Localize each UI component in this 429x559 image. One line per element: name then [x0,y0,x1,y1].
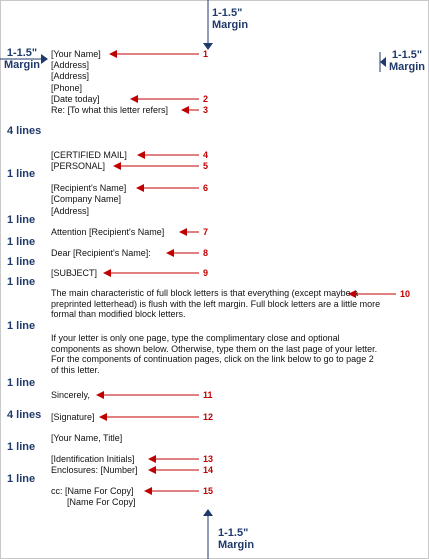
complimentary-close: Sincerely, [51,390,90,400]
signature-line: [Signature] [51,412,95,422]
spacing-4-lines: 4 lines [7,125,42,137]
personal-notation: [PERSONAL] [51,161,106,171]
attention-line: Attention [Recipient's Name] [51,227,165,237]
identification-initials: [Identification Initials] [51,454,135,464]
body-paragraph: If your letter is only one page, type the complimentary close and optional components as shown below. Otherwise, type them on the last page of your letter. For the components of continuation pages, click on the link below to go to page 2 of this letter. [51,333,378,375]
enclosures-line: Enclosures: [Number] [51,465,138,475]
letter-date: [Date today] [51,94,100,104]
up-arrow-icon [203,509,213,516]
spacing-1-line: 1 line [7,473,36,485]
body-paragraph: The main characteristic of full block letters is that everything (except maybe a preprinted letterhead) is flush with the left margin. Full block letters are a little more formal than modified block letters. [51,288,381,319]
copy-notation: cc: [Name For Copy] [51,486,134,496]
left-arrow-icon [380,57,386,67]
spacing-1-line: 1 line [7,276,36,288]
callout-number: 12 [203,412,214,422]
subject-line: [SUBJECT] [51,268,98,278]
spacing-1-line: 1 line [7,256,36,268]
callout-number: 3 [203,105,209,115]
recipient-name: [Recipient's Name] [51,183,127,193]
spacing-1-line: 1 line [7,168,36,180]
spacing-4-lines: 4 lines [7,409,42,421]
right-arrow-icon [41,54,48,64]
callout-number: 10 [400,289,411,299]
certified-mail-notation: [CERTIFIED MAIL] [51,150,127,160]
callout-number: 7 [203,227,209,237]
bottom-margin-label: 1-1.5" Margin [218,527,255,551]
callout-number: 8 [203,248,209,258]
salutation: Dear [Recipient's Name]: [51,248,151,258]
down-arrow-icon [203,43,213,50]
signer-name-title: [Your Name, Title] [51,433,123,443]
callout-number: 5 [203,161,209,171]
recipient-company: [Company Name] [51,194,122,204]
callout-number: 9 [203,268,209,278]
sender-address: [Address] [51,71,90,81]
top-margin-label: 1-1.5" Margin [212,7,249,31]
spacing-1-line: 1 line [7,377,36,389]
sender-name: [Your Name] [51,49,101,59]
spacing-1-line: 1 line [7,320,36,332]
sender-address: [Address] [51,60,90,70]
reference-line: Re: [To what this letter refers] [51,105,169,115]
spacing-1-line: 1 line [7,441,36,453]
callout-number: 4 [203,150,209,160]
right-margin-label: 1-1.5" Margin [388,49,426,73]
left-margin-label: 1-1.5" Margin [3,47,41,71]
recipient-address: [Address] [51,206,90,216]
callout-number: 2 [203,94,209,104]
callout-number: 15 [203,486,214,496]
copy-notation: [Name For Copy] [67,497,136,507]
spacing-1-line: 1 line [7,214,36,226]
callout-number: 1 [203,49,209,59]
callout-number: 14 [203,465,214,475]
callout-number: 13 [203,454,214,464]
callout-number: 6 [203,183,209,193]
spacing-1-line: 1 line [7,236,36,248]
sender-phone: [Phone] [51,83,83,93]
callout-number: 11 [203,390,213,400]
